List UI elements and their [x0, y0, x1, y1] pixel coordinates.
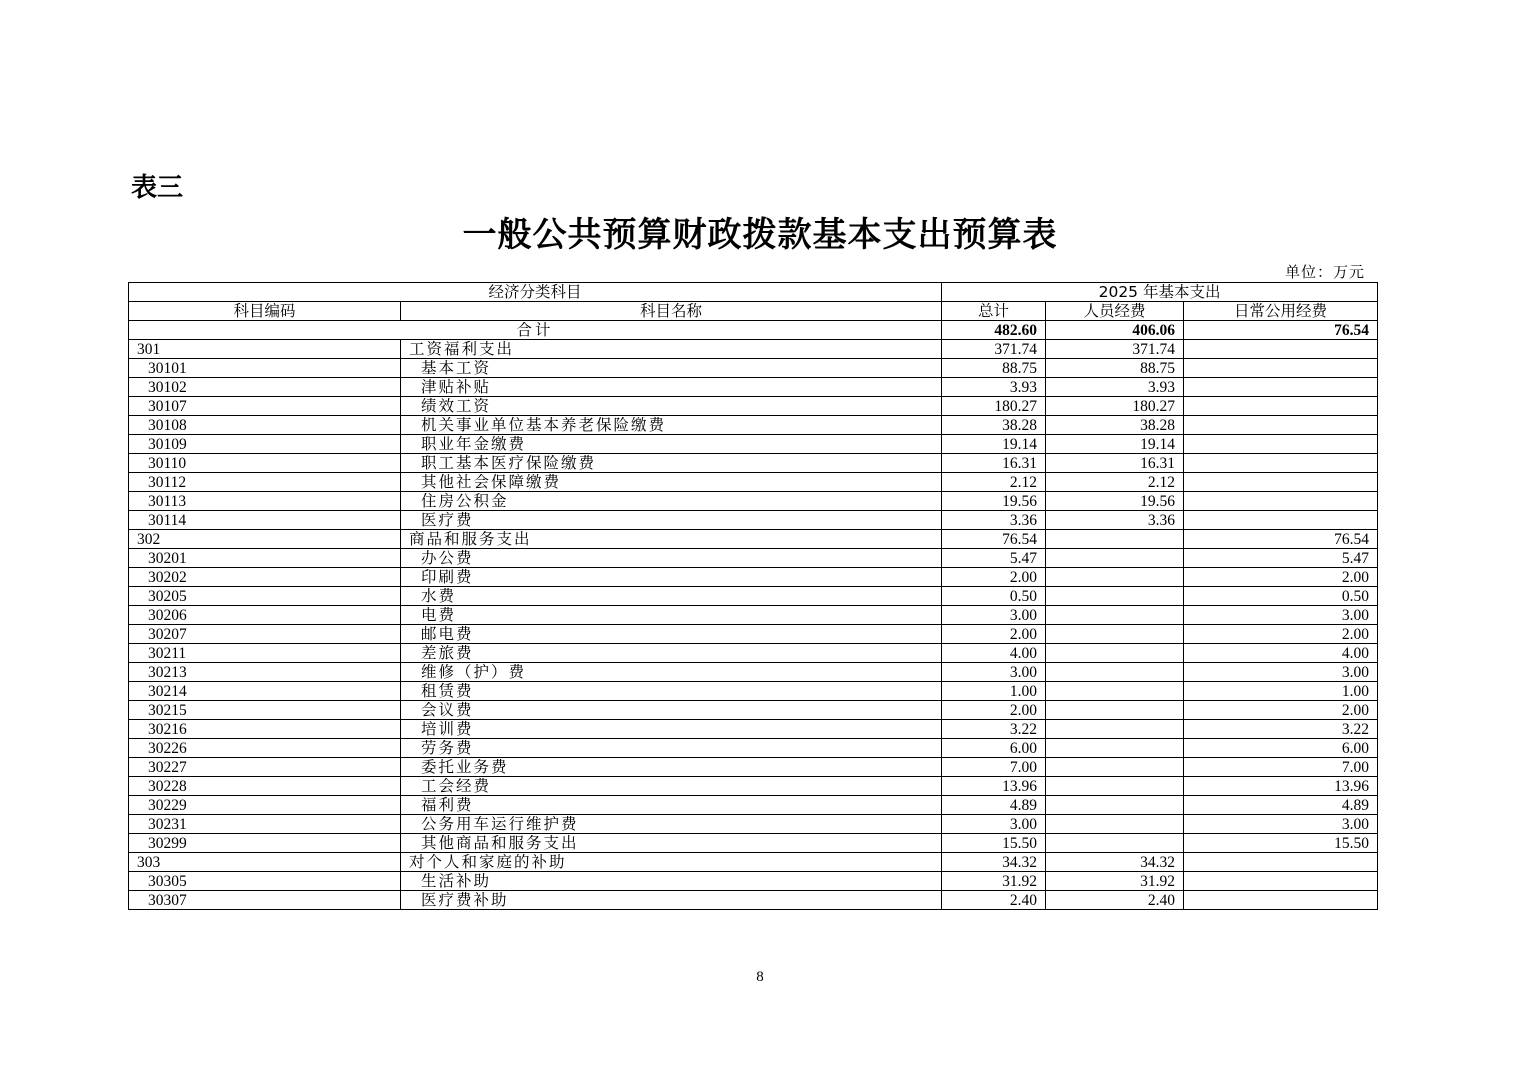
- row-public: 6.00: [1184, 739, 1378, 758]
- row-total: 2.00: [942, 701, 1046, 720]
- table-row: [129, 416, 1378, 435]
- page-title: 一般公共预算财政拨款基本支出预算表: [462, 215, 1058, 255]
- row-personnel: [1046, 530, 1184, 549]
- row-name: 差旅费: [401, 644, 942, 663]
- row-total: 7.00: [942, 758, 1046, 777]
- row-public: [1184, 397, 1378, 416]
- row-total: 15.50: [942, 834, 1046, 853]
- row-total: 180.27: [942, 397, 1046, 416]
- row-personnel: [1046, 739, 1184, 758]
- table-row: [129, 530, 1378, 549]
- header-row-columns: [129, 302, 1378, 321]
- table-row: [129, 834, 1378, 853]
- row-name: 医疗费补助: [401, 891, 942, 910]
- row-name: 生活补助: [401, 872, 942, 891]
- row-personnel: [1046, 777, 1184, 796]
- row-code: 30213: [129, 663, 401, 682]
- row-personnel: 19.56: [1046, 492, 1184, 511]
- row-total: 88.75: [942, 359, 1046, 378]
- row-personnel: 88.75: [1046, 359, 1184, 378]
- row-code: 30114: [129, 511, 401, 530]
- row-personnel: [1046, 606, 1184, 625]
- row-name: 职业年金缴费: [401, 435, 942, 454]
- row-name: 商品和服务支出: [401, 530, 942, 549]
- row-code: 30305: [129, 872, 401, 891]
- row-personnel: 2.12: [1046, 473, 1184, 492]
- row-name: 福利费: [401, 796, 942, 815]
- row-total: 4.00: [942, 644, 1046, 663]
- table-row: [129, 739, 1378, 758]
- row-personnel: 3.36: [1046, 511, 1184, 530]
- header-code: 科目编码: [129, 302, 401, 321]
- row-total: 3.22: [942, 720, 1046, 739]
- row-personnel: [1046, 625, 1184, 644]
- row-personnel: [1046, 815, 1184, 834]
- row-public: 3.00: [1184, 663, 1378, 682]
- table-row: [129, 720, 1378, 739]
- table-row: [129, 796, 1378, 815]
- row-code: 30231: [129, 815, 401, 834]
- row-code: 30107: [129, 397, 401, 416]
- row-public: [1184, 416, 1378, 435]
- row-total: 3.00: [942, 606, 1046, 625]
- row-total: 3.00: [942, 663, 1046, 682]
- row-name: 绩效工资: [401, 397, 942, 416]
- row-total: 371.74: [942, 340, 1046, 359]
- row-code: 30206: [129, 606, 401, 625]
- header-row-group: [129, 283, 1378, 302]
- row-personnel: 38.28: [1046, 416, 1184, 435]
- row-public: [1184, 359, 1378, 378]
- row-total: 1.00: [942, 682, 1046, 701]
- row-total: 3.93: [942, 378, 1046, 397]
- row-total: 2.00: [942, 568, 1046, 587]
- row-total: 31.92: [942, 872, 1046, 891]
- table-row: [129, 359, 1378, 378]
- row-code: 30110: [129, 454, 401, 473]
- row-personnel: 371.74: [1046, 340, 1184, 359]
- total-public: 76.54: [1184, 321, 1378, 340]
- row-total: 34.32: [942, 853, 1046, 872]
- row-name: 会议费: [401, 701, 942, 720]
- budget-table-body: [129, 283, 1378, 910]
- row-personnel: [1046, 644, 1184, 663]
- row-code: 30226: [129, 739, 401, 758]
- row-name: 公务用车运行维护费: [401, 815, 942, 834]
- row-code: 30211: [129, 644, 401, 663]
- row-personnel: 16.31: [1046, 454, 1184, 473]
- table-row: [129, 473, 1378, 492]
- row-code: 30202: [129, 568, 401, 587]
- row-name: 其他社会保障缴费: [401, 473, 942, 492]
- table-row: [129, 378, 1378, 397]
- row-code: 30228: [129, 777, 401, 796]
- row-name: 工资福利支出: [401, 340, 942, 359]
- row-code: 30229: [129, 796, 401, 815]
- header-category-group: 经济分类科目: [129, 283, 942, 302]
- row-public: [1184, 340, 1378, 359]
- table-row: [129, 815, 1378, 834]
- total-total: 482.60: [942, 321, 1046, 340]
- row-public: 7.00: [1184, 758, 1378, 777]
- row-name: 邮电费: [401, 625, 942, 644]
- row-total: 38.28: [942, 416, 1046, 435]
- row-personnel: [1046, 568, 1184, 587]
- table-row: [129, 853, 1378, 872]
- row-code: 30101: [129, 359, 401, 378]
- row-public: [1184, 435, 1378, 454]
- row-name: 工会经费: [401, 777, 942, 796]
- row-total: 3.00: [942, 815, 1046, 834]
- table-row: [129, 606, 1378, 625]
- row-code: 30113: [129, 492, 401, 511]
- row-public: 15.50: [1184, 834, 1378, 853]
- row-code: 30112: [129, 473, 401, 492]
- row-name: 对个人和家庭的补助: [401, 853, 942, 872]
- row-total: 13.96: [942, 777, 1046, 796]
- header-year-group: 2025 年基本支出: [942, 283, 1378, 302]
- row-personnel: 3.93: [1046, 378, 1184, 397]
- table-row: [129, 777, 1378, 796]
- row-code: 30215: [129, 701, 401, 720]
- row-code: 30201: [129, 549, 401, 568]
- row-code: 303: [129, 853, 401, 872]
- row-public: 4.89: [1184, 796, 1378, 815]
- row-code: 30227: [129, 758, 401, 777]
- row-public: 2.00: [1184, 701, 1378, 720]
- row-code: 30109: [129, 435, 401, 454]
- row-name: 劳务费: [401, 739, 942, 758]
- header-total: 总计: [942, 302, 1046, 321]
- row-public: 2.00: [1184, 625, 1378, 644]
- row-public: [1184, 853, 1378, 872]
- table-row: [129, 492, 1378, 511]
- row-name: 住房公积金: [401, 492, 942, 511]
- row-name: 租赁费: [401, 682, 942, 701]
- row-total: 19.56: [942, 492, 1046, 511]
- row-public: 2.00: [1184, 568, 1378, 587]
- row-total: 2.12: [942, 473, 1046, 492]
- total-label: 合计: [129, 321, 942, 340]
- row-name: 水费: [401, 587, 942, 606]
- row-personnel: [1046, 682, 1184, 701]
- row-total: 16.31: [942, 454, 1046, 473]
- row-personnel: [1046, 701, 1184, 720]
- row-name: 其他商品和服务支出: [401, 834, 942, 853]
- row-total: 0.50: [942, 587, 1046, 606]
- table-row: [129, 568, 1378, 587]
- row-public: 3.22: [1184, 720, 1378, 739]
- row-total: 19.14: [942, 435, 1046, 454]
- row-personnel: 34.32: [1046, 853, 1184, 872]
- header-personnel: 人员经费: [1046, 302, 1184, 321]
- row-public: 13.96: [1184, 777, 1378, 796]
- table-row: [129, 758, 1378, 777]
- table-row: [129, 549, 1378, 568]
- row-total: 6.00: [942, 739, 1046, 758]
- table-row: [129, 891, 1378, 910]
- row-name: 职工基本医疗保险缴费: [401, 454, 942, 473]
- row-code: 301: [129, 340, 401, 359]
- row-name: 办公费: [401, 549, 942, 568]
- row-public: [1184, 473, 1378, 492]
- header-name: 科目名称: [401, 302, 942, 321]
- row-personnel: 2.40: [1046, 891, 1184, 910]
- row-code: 30216: [129, 720, 401, 739]
- row-name: 维修（护）费: [401, 663, 942, 682]
- row-total: 2.00: [942, 625, 1046, 644]
- row-public: 4.00: [1184, 644, 1378, 663]
- row-personnel: [1046, 834, 1184, 853]
- row-public: 76.54: [1184, 530, 1378, 549]
- row-public: [1184, 454, 1378, 473]
- row-public: [1184, 511, 1378, 530]
- total-personnel: 406.06: [1046, 321, 1184, 340]
- row-public: [1184, 378, 1378, 397]
- table-row: [129, 511, 1378, 530]
- table-row: [129, 340, 1378, 359]
- row-personnel: [1046, 720, 1184, 739]
- row-personnel: [1046, 796, 1184, 815]
- row-name: 医疗费: [401, 511, 942, 530]
- budget-table: [128, 282, 1378, 910]
- table-label: 表三: [131, 173, 184, 203]
- row-code: 30207: [129, 625, 401, 644]
- row-total: 2.40: [942, 891, 1046, 910]
- row-public: [1184, 492, 1378, 511]
- table-row: [129, 701, 1378, 720]
- row-personnel: 19.14: [1046, 435, 1184, 454]
- row-public: 3.00: [1184, 815, 1378, 834]
- row-public: 0.50: [1184, 587, 1378, 606]
- row-name: 电费: [401, 606, 942, 625]
- row-code: 302: [129, 530, 401, 549]
- row-code: 30214: [129, 682, 401, 701]
- row-name: 培训费: [401, 720, 942, 739]
- table-row: [129, 682, 1378, 701]
- table-row: [129, 644, 1378, 663]
- header-public: 日常公用经费: [1184, 302, 1378, 321]
- row-total: 5.47: [942, 549, 1046, 568]
- table-row: [129, 435, 1378, 454]
- row-personnel: 31.92: [1046, 872, 1184, 891]
- table-row: [129, 454, 1378, 473]
- row-public: 1.00: [1184, 682, 1378, 701]
- row-public: 5.47: [1184, 549, 1378, 568]
- row-public: [1184, 872, 1378, 891]
- row-public: [1184, 891, 1378, 910]
- row-name: 基本工资: [401, 359, 942, 378]
- unit-label: 单位：万元: [1284, 263, 1365, 281]
- page-number: 8: [756, 969, 764, 985]
- row-name: 委托业务费: [401, 758, 942, 777]
- table-row: [129, 625, 1378, 644]
- row-personnel: [1046, 663, 1184, 682]
- row-personnel: 180.27: [1046, 397, 1184, 416]
- row-personnel: [1046, 758, 1184, 777]
- row-personnel: [1046, 549, 1184, 568]
- table-row: [129, 872, 1378, 891]
- row-name: 机关事业单位基本养老保险缴费: [401, 416, 942, 435]
- row-code: 30102: [129, 378, 401, 397]
- row-name: 印刷费: [401, 568, 942, 587]
- table-row: [129, 663, 1378, 682]
- total-row: [129, 321, 1378, 340]
- row-personnel: [1046, 587, 1184, 606]
- row-code: 30307: [129, 891, 401, 910]
- row-code: 30299: [129, 834, 401, 853]
- row-code: 30108: [129, 416, 401, 435]
- table-row: [129, 397, 1378, 416]
- row-total: 4.89: [942, 796, 1046, 815]
- row-name: 津贴补贴: [401, 378, 942, 397]
- row-total: 3.36: [942, 511, 1046, 530]
- row-total: 76.54: [942, 530, 1046, 549]
- row-public: 3.00: [1184, 606, 1378, 625]
- table-row: [129, 587, 1378, 606]
- row-code: 30205: [129, 587, 401, 606]
